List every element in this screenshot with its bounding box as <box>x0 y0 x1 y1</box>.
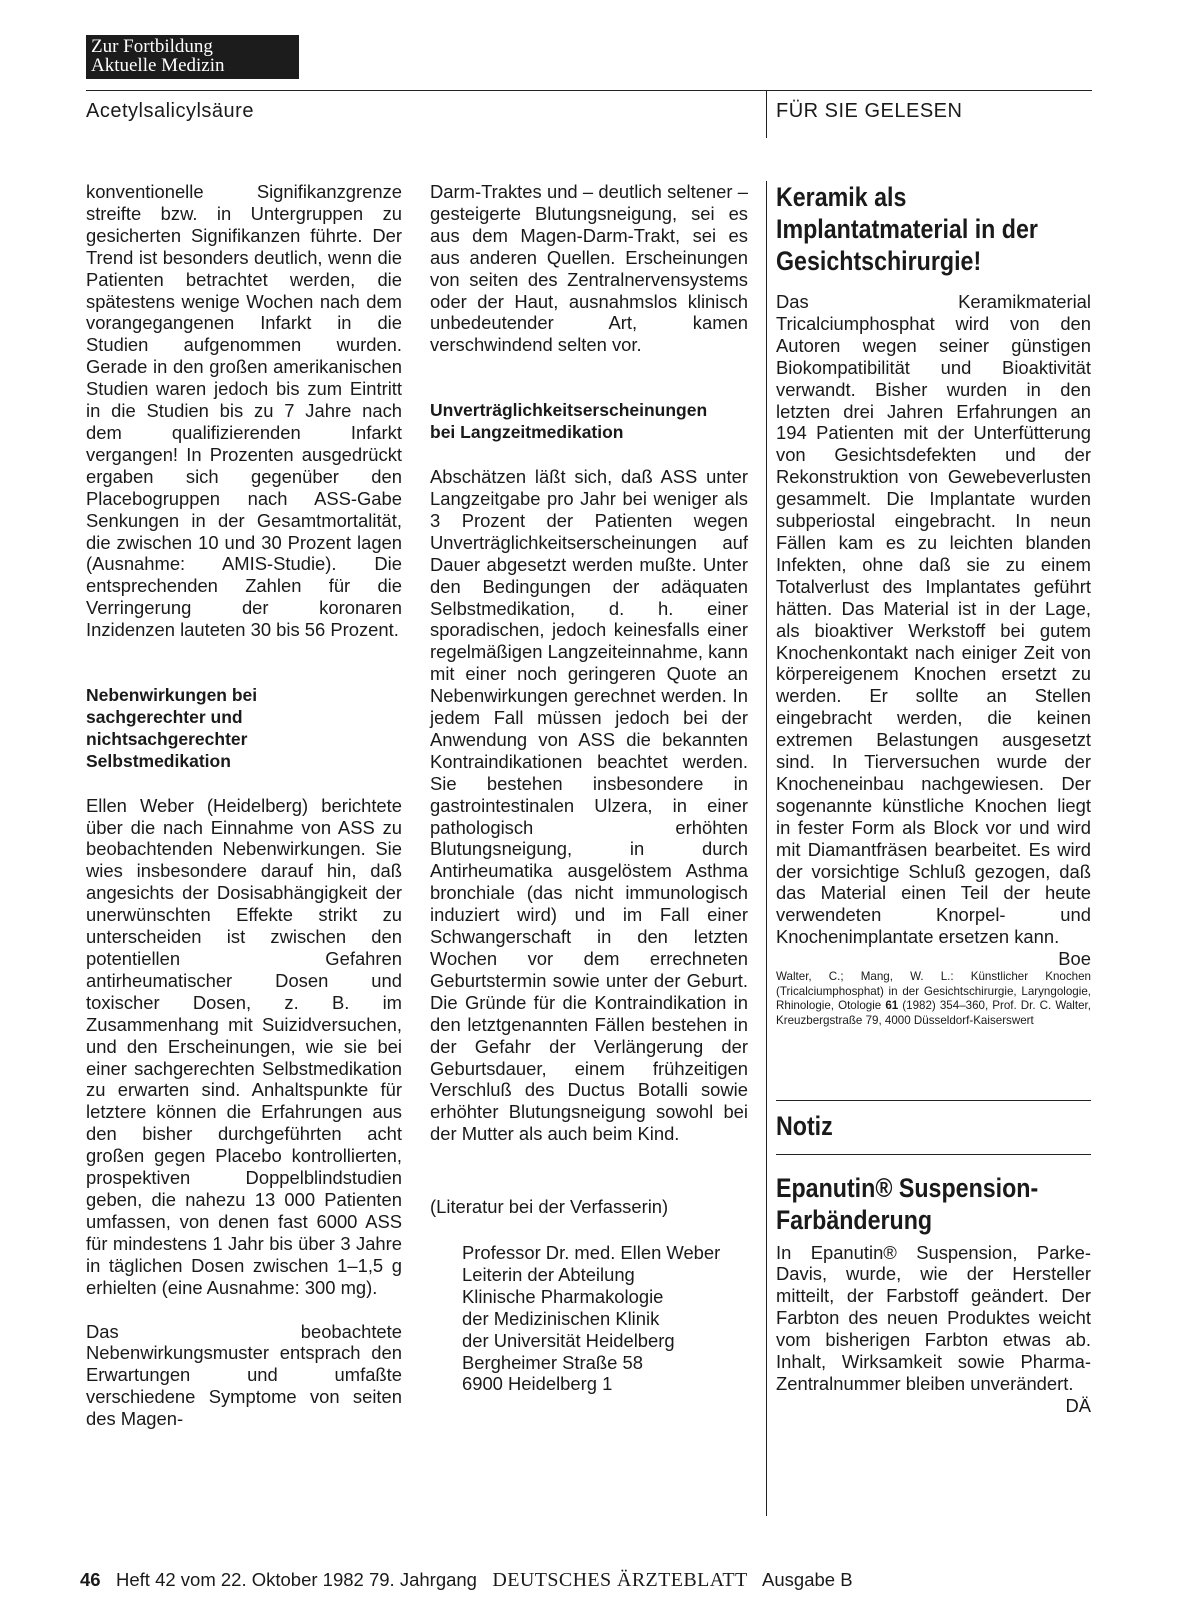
col1-subheading-line-1: Nebenwirkungen bei <box>86 685 258 706</box>
col2-subheading <box>430 400 748 444</box>
col1-paragraph-1: konventionelle Signifikanzgrenze streifte bzw. in Untergruppen zu gesicherten Signifikanzen führte. Der Trend ist besonders deutlich, wenn die Patienten betrachtet werden, die spätestens wenige Wochen nach dem vorangegangenen Infarkt in die Studien aufgenommen wurden. Gerade in den großen amerikanischen Studien waren jedoch bis zum Eintritt in die Studien bis zu 7 Jahre nach dem qualifizierenden Infarkt vergangen! In Prozenten ausgedrückt ergaben sich gegenüber den Placebogruppen nach ASS-Gabe Senkungen in der Gesamtmortalität, die zwischen 10 und 30 Prozent lagen (Ausnahme: AMIS-Studie). Die entsprechenden Zahlen für die Verringerung der koronaren Inzidenzen lauteten 30 bis 56 Prozent. <box>86 181 402 641</box>
keramik-headline-line-1: Keramik als <box>776 182 907 212</box>
header-rule <box>86 90 1092 91</box>
col1-subheading <box>86 685 402 773</box>
epanutin-headline-line-2: Farbänderung <box>776 1204 933 1235</box>
issue-info: Heft 42 vom 22. Oktober 1982 79. Jahrgang <box>116 1569 477 1590</box>
keramik-headline-line-3: Gesichtschirurgie! <box>776 246 982 276</box>
keramik-reference <box>776 970 1091 1028</box>
author-address <box>462 1242 720 1395</box>
topic-label-left: Acetylsalicylsäure <box>86 100 254 122</box>
col1-paragraph-3: Das beobachtete Nebenwirkungsmuster entsprach den Erwartungen und umfaßte verschiedene Symptome von seiten des Magen- <box>86 1320 402 1430</box>
page-footer <box>80 1569 853 1592</box>
epanutin-signature: DÄ <box>1065 1394 1091 1416</box>
reference-rest: (1982) 354–360, Prof. Dr. C. Walter, Kreuzbergstraße 79, 4000 Düsseldorf-Kaiserswert <box>776 999 1091 1027</box>
column-3-rule <box>766 181 767 1516</box>
article-column-3 <box>776 181 1091 1417</box>
col1-paragraph-2: Ellen Weber (Heidelberg) berichtete über die nach Einnahme von ASS zu beobachtenden Nebenwirkungen. Sie wies insbesondere darauf hin, daß angesichts der Dosisabhängigkeit der unerwünschten Effekte strikt zu unterscheiden ist zwischen den potentiellen Gefahren antirheumatischer Dosen und toxischer Dosen, z. B. im Zusammenhang mit Suizidversuchen, und den Erscheinungen, wie sie bei einer sachgerechten Selbstmedikation zu erwarten sind. Anhaltspunkte für letztere können die Erfahrungen aus den bisher durchgeführten acht großen gegen Placebo kontrollierten, prospektiven Doppelblindstudien geben, die nahezu 13 000 Patienten umfassen, von denen fast 6000 ASS für mindestens 1 Jahr bis über 3 Jahre in täglichen Dosen zwischen 1–1,5 g erhielten (eine Ausnahme: 300 mg). <box>86 794 402 1298</box>
epanutin-paragraph-text: In Epanutin® Suspension, Parke-Davis, wurde, wie der Hersteller mitteilt, der Farbstoff geändert. Der Farbton des neuen Produktes weicht vom bisherigen Farbton etwas ab. Inhalt, Wirksamkeit sowie Pharma-Zentralnummer bleiben unverändert. <box>776 1241 1091 1394</box>
col2-paragraph-2: Abschätzen läßt sich, daß ASS unter Langzeitgabe pro Jahr bei weniger als 3 Prozent der Patienten wegen Unverträglichkeitserscheinungen auf Dauer abgesetzt werden mußte. Unter den Bedingungen der adäquaten Selbstmedikation, d. h. einer sporadischen, jedoch keinesfalls einer regelmäßigen Langzeiteinnahme, kann mit einer noch geringeren Quote an Nebenwirkungen gerechnet werden. In jedem Fall müssen jedoch bei der Anwendung von ASS die bekannten Kontraindikationen beachtet werden. Sie bestehen insbesondere in gastrointestinalen Ulzera, in einer pathologisch erhöhten Blutungsneigung, in durch Antirheumatika ausgelöstem Asthma bronchiale (das nicht immunologisch induziert wird) und im Fall einer Schwangerschaft in den letzten Wochen vor dem errechneten Geburtstermin sowie unter der Geburt. Die Gründe für die Kontraindikation in den letztgenannten Fällen bestehen in der Gefahr der Verlängerung der Geburtsdauer, einem frühzeitigen Verschluß des Ductus Botalli sowie erhöhter Blutungsneigung sowohl bei der Mutter als auch beim Kind. <box>430 466 748 1145</box>
topic-label-right: FÜR SIE GELESEN <box>776 100 963 122</box>
edition-label: Ausgabe B <box>762 1569 853 1590</box>
author-line-4: der Medizinischen Klinik <box>462 1307 660 1329</box>
reference-volume: 61 <box>885 999 899 1013</box>
keramik-signature: Boe <box>1058 948 1091 970</box>
author-line-1: Professor Dr. med. Ellen Weber <box>462 1242 721 1263</box>
journal-name: DEUTSCHES ÄRZTEBLATT <box>492 1569 748 1591</box>
epanutin-headline <box>776 1172 1090 1236</box>
reference-text: Walter, C.; Mang, W. L.: Künstlicher Knochen (Tricalciumphosphat) in der Gesichtschirurgie, Laryngologie, Rhinologie, Otologie <box>776 970 1091 1013</box>
keramik-paragraph <box>776 291 1091 970</box>
col2-paragraph-1: Darm-Traktes und – deutlich seltener – gesteigerte Blutungsneigung, sei es aus dem Magen-Darm-Trakt, sei es aus anderen Quellen. Erscheinungen von seiten des Zentralnervensystems oder der Haut, ausnahmslos klinisch unbedeutender Art, kamen verschwindend selten vor. <box>430 181 748 356</box>
col2-subheading-line-2: bei Langzeitmedikation <box>430 422 624 443</box>
author-line-6: Bergheimer Straße 58 <box>462 1351 643 1373</box>
author-line-5: der Universität Heidelberg <box>462 1329 675 1351</box>
badge-line-2: Aktuelle Medizin <box>91 55 225 76</box>
author-line-2: Leiterin der Abteilung <box>462 1263 635 1285</box>
author-line-7: 6900 Heidelberg 1 <box>462 1373 613 1395</box>
section-badge <box>86 35 299 79</box>
epanutin-paragraph <box>776 1241 1091 1416</box>
badge-line-1: Zur Fortbildung <box>91 36 213 57</box>
col2-subheading-line-1: Unverträglichkeitserscheinungen <box>430 400 708 421</box>
article-column-1 <box>86 181 402 1430</box>
keramik-paragraph-text: Das Keramikmaterial Tricalciumphosphat wird von den Autoren wegen seiner günstigen Biokompatibilität und Bioaktivität verwandt. Bisher wurden in den letzten drei Jahren Erfahrungen an 194 Patienten mit der Unterfütterung von Gesichtsdefekten und der Rekonstruktion von Gewebeverlusten gesammelt. Die Implantate wurden subperiostal eingebracht. In neun Fällen kam es zu leichten blanden Infekten, ohne daß sie zu einem Totalverlust des Implantates geführt hätten. Das Material ist in der Lage, als bioaktiver Werkstoff bei gutem Knochenkontakt nach einiger Zeit von körpereigenem Knochen ersetzt zu werden. Er sollte an Stellen eingebracht werden, die keinen extremen Belastungen ausgesetzt sind. In Tierversuchen wurde der Knocheneinbau nachgewiesen. Der sogenannte künstliche Knochen liegt in fester Form als Block vor und wird mit Diamantfräsen bearbeitet. Es wird der vorsichtige Schluß gezogen, daß das Material einen Teil der heute verwendeten Knorpel- und Knochenimplantate ersetzen kann. <box>776 291 1091 948</box>
article-column-2 <box>430 181 748 1145</box>
epanutin-headline-line-1: Epanutin® Suspension- <box>776 1172 1039 1203</box>
keramik-headline-line-2: Implantatmaterial in der <box>776 214 1038 244</box>
col1-subheading-line-3: nichtsachgerechter <box>86 728 248 749</box>
notiz-label: Notiz <box>776 1110 833 1141</box>
col1-subheading-line-2: sachgerechter und <box>86 706 243 727</box>
keramik-headline <box>776 181 1090 277</box>
page-number: 46 <box>80 1569 101 1590</box>
author-line-3: Klinische Pharmakologie <box>462 1285 664 1307</box>
header-column-rule <box>766 90 767 138</box>
literature-note: (Literatur bei der Verfasserin) <box>430 1196 669 1217</box>
col1-subheading-line-4: Selbstmedikation <box>86 750 231 771</box>
